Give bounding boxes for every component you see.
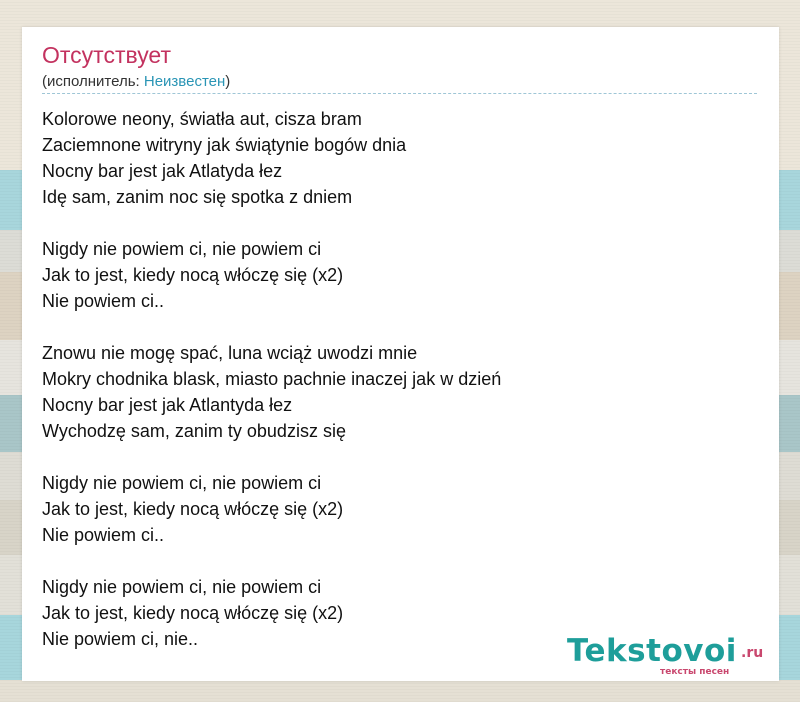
lyric-line: Zaciemnone witryny jak świątynie bogów dnia	[42, 135, 407, 155]
logo-tagline: тексты песен	[660, 667, 730, 677]
artist-link[interactable]: Неизвестен	[143, 73, 226, 90]
lyric-line: Nigdy nie powiem ci, nie powiem ci	[42, 577, 322, 597]
artist-prefix: (исполнитель:	[42, 73, 144, 90]
lyric-line: Nie powiem ci, nie..	[42, 629, 199, 649]
lyric-line: Znowu nie mogę spać, luna wciąż uwodzi mnie	[42, 343, 418, 363]
lyric-line: Nie powiem ci..	[42, 525, 165, 545]
stanza-gap	[42, 548, 501, 574]
logo-tld: .ru	[741, 645, 764, 661]
lyric-line: Jak to jest, kiedy nocą włóczę się (x2)	[42, 265, 344, 285]
lyrics-body	[42, 106, 501, 652]
lyric-line: Nocny bar jest jak Atlatyda łez	[42, 161, 283, 181]
lyric-line: Kolorowe neony, światła aut, cisza bram	[42, 109, 362, 129]
lyrics-card	[22, 27, 779, 681]
lyric-line: Mokry chodnika blask, miasto pachnie inaczej jak w dzień	[42, 369, 502, 389]
stanza-gap	[42, 314, 501, 340]
lyric-line: Jak to jest, kiedy nocą włóczę się (x2)	[42, 603, 344, 623]
logo-wordmark: Tekstovoi	[567, 633, 737, 669]
artist-line	[42, 73, 230, 90]
stanza-gap	[42, 444, 501, 470]
lyric-line: Nocny bar jest jak Atlantyda łez	[42, 395, 293, 415]
lyric-line: Jak to jest, kiedy nocą włóczę się (x2)	[42, 499, 344, 519]
lyric-line: Nigdy nie powiem ci, nie powiem ci	[42, 239, 322, 259]
stanza-gap	[42, 210, 501, 236]
title-divider	[42, 93, 757, 94]
site-logo[interactable]	[567, 633, 777, 679]
song-title: Отсутствует	[42, 42, 171, 68]
artist-suffix: )	[225, 73, 231, 90]
lyric-line: Nigdy nie powiem ci, nie powiem ci	[42, 473, 322, 493]
lyric-line: Wychodzę sam, zanim ty obudzisz się	[42, 421, 346, 441]
lyric-line: Nie powiem ci..	[42, 291, 165, 311]
lyric-line: Idę sam, zanim noc się spotka z dniem	[42, 187, 353, 207]
